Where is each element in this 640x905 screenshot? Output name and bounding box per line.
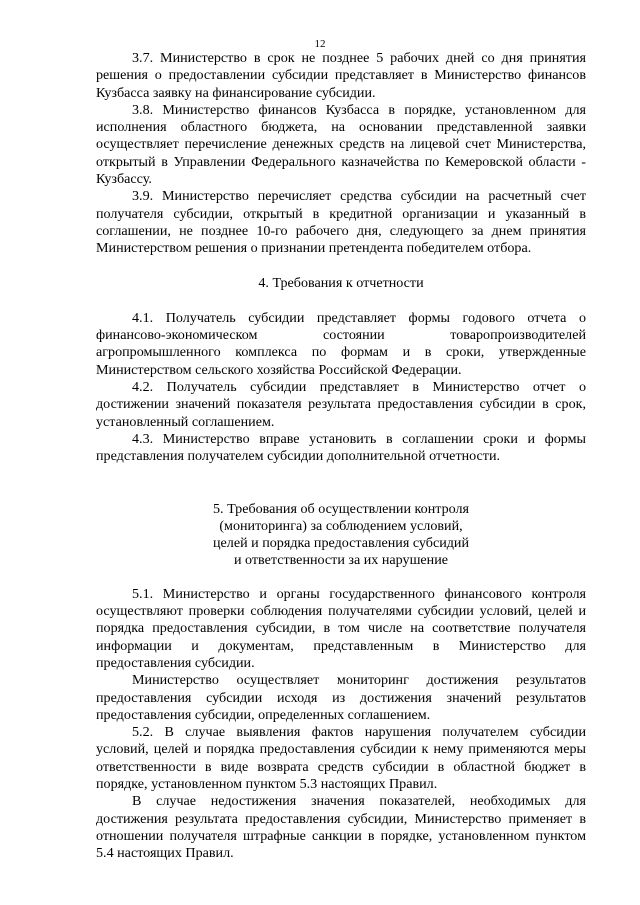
paragraph-5-1: 5.1. Министерство и органы государственного финансового контроля осуществляют проверки соблюдения получателями субсидии условий, целей и порядка предоставления субсидии, в том числе на соответствие получателя информации и документам, представленным в Министерство для предоставления субсидии.: [96, 585, 586, 671]
paragraph-4-3: 4.3. Министерство вправе установить в соглашении сроки и формы представления получателем субсидии дополнительной отчетности.: [96, 430, 586, 465]
section-5-heading-line: 5. Требования об осуществлении контроля: [212, 500, 469, 517]
paragraph-3-7: 3.7. Министерство в срок не позднее 5 рабочих дней со дня принятия решения о предоставлении субсидии представляет в Министерство финансов Кузбасса заявку на финансирование субсидии.: [96, 50, 586, 101]
section-5-heading-line: целей и порядка предоставления субсидий: [213, 535, 469, 552]
paragraph-3-8: 3.8. Министерство финансов Кузбасса в порядке, установленном для исполнения областного бюджета, на основании представленной заявки осуществляет перечисление денежных средств на лицевой счет Министерства, открытый в Управлении Федерального казначейства по Кемеровской области - Кузбассу.: [96, 101, 586, 188]
paragraph-penalties: В случае недостижения значения показателей, необходимых для достижения результата предоставления субсидии, Министерство применяет в отношении получателя штрафные санкции в порядке, установленном пунктом 5.4 настоящих Правил.: [96, 793, 586, 862]
document-body: [96, 50, 586, 862]
paragraph-4-2: 4.2. Получатель субсидии представляет в Министерство отчет о достижении значений показателя результата предоставления субсидии в срок, установленный соглашением.: [96, 379, 586, 430]
section-5-heading-line: (мониторинга) за соблюдением условий,: [219, 517, 463, 534]
section-5-heading-line: и ответственности за их нарушение: [233, 552, 449, 569]
section-5-heading: [96, 501, 586, 570]
page-number: 12: [314, 38, 326, 50]
paragraph-3-9: 3.9. Министерство перечисляет средства субсидии на расчетный счет получателя субсидии, открытый в кредитной организации и указанный в соглашении, не позднее 10-го рабочего дня, следующего за днем принятия Министерством решения о признании претендента победителем отбора.: [96, 188, 586, 257]
paragraph-monitoring: Министерство осуществляет мониторинг достижения результатов предоставления субсидии исходя из достижения значений результатов предоставления субсидии, определенных соглашением.: [96, 672, 586, 723]
section-4-heading: 4. Требования к отчетности: [258, 274, 424, 291]
paragraph-5-2: 5.2. В случае выявления фактов нарушения получателем субсидии условий, целей и порядка предоставления субсидии к нему применяются меры ответственности в виде возврата средств субсидии в областной бюджет в порядке, установленном пунктом 5.3 настоящих Правил.: [96, 724, 586, 792]
paragraph-4-1: 4.1. Получатель субсидии представляет формы годового отчета о финансово-экономическом состоянии товаропроизводителей агропромышленного комплекса по формам и в сроки, утвержденные Министерством сельского хозяйства Российской Федерации.: [96, 309, 586, 378]
